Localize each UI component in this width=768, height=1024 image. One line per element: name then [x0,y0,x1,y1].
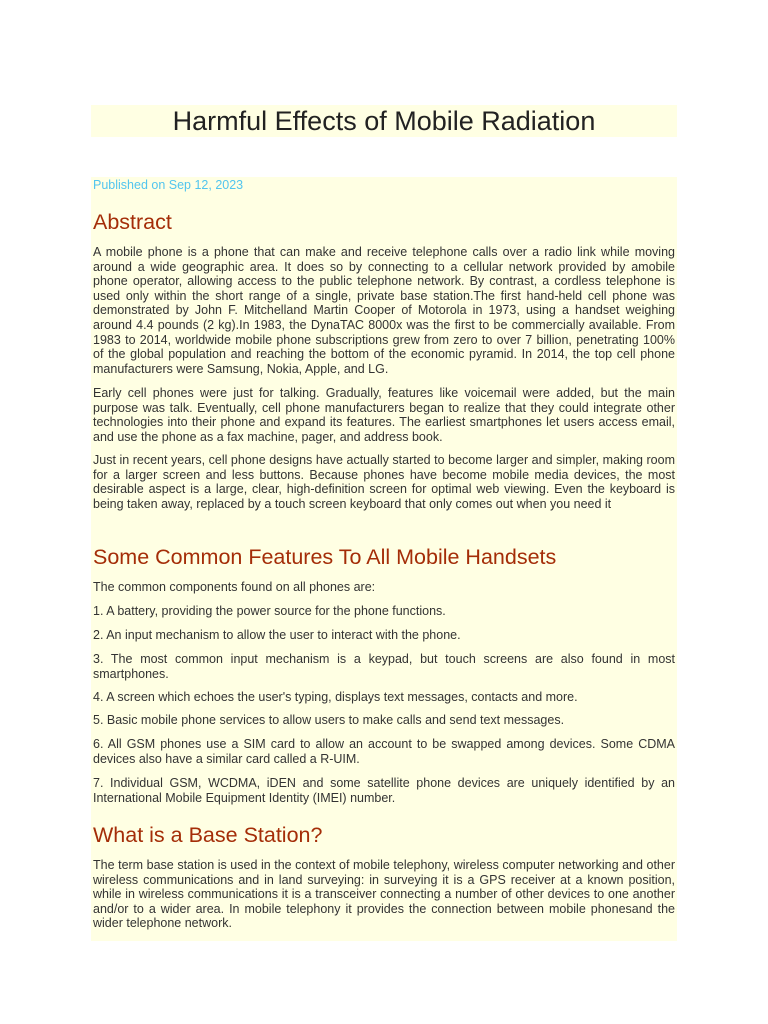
features-item-6: 6. All GSM phones use a SIM card to allow an account to be swapped among devices. Some CDMA devices also have a similar card called a R-UIM. [93,737,675,766]
section-heading-base-station: What is a Base Station? [93,823,323,847]
published-date: Published on Sep 12, 2023 [93,178,244,192]
article-body [91,177,677,941]
features-item-1: 1. A battery, providing the power source for the phone functions. [93,604,446,618]
abstract-paragraph-1: A mobile phone is a phone that can make and receive telephone calls over a radio link while moving around a wide geographic area. It does so by connecting to a cellular network provided by amobile phone operator, allowing access to the public telephone network. By contrast, a cordless telephone is used only within the short range of a single, private base station.The first hand-held cell phone was demonstrated by John F. Mitchelland Martin Cooper of Motorola in 1973, using a handset weighing around 4.4 pounds (2 kg).In 1983, the DynaTAC 8000x was the first to be commercially available. From 1983 to 2014, worldwide mobile phone subscriptions grew from zero to over 7 billion, penetrating 100% of the global population and reaching the bottom of the economic pyramid. In 2014, the top cell phone manufacturers were Samsung, Nokia, Apple, and LG. [93,245,675,376]
features-intro: The common components found on all phones are: [93,580,376,594]
section-heading-abstract: Abstract [93,210,172,234]
base-station-paragraph: The term base station is used in the context of mobile telephony, wireless computer networking and other wireless communications and in land surveying: in surveying it is a GPS receiver at a known position, while in wireless communications it is a transceiver connecting a number of other devices to one another and/or to a wider area. In mobile telephony it provides the connection between mobile phonesand the wider telephone network. [93,858,675,931]
abstract-paragraph-2: Early cell phones were just for talking. Gradually, features like voicemail were added, but the main purpose was talk. Eventually, cell phone manufacturers began to realize that they could integrate other technologies into their phone and expand its features. The earliest smartphones let users access email, and use the phone as a fax machine, pager, and address book. [93,386,675,444]
features-item-5: 5. Basic mobile phone services to allow users to make calls and send text messages. [93,713,565,727]
features-item-4: 4. A screen which echoes the user's typing, displays text messages, contacts and more. [93,690,578,704]
features-item-7: 7. Individual GSM, WCDMA, iDEN and some satellite phone devices are uniquely identified by an International Mobile Equipment Identity (IMEI) number. [93,776,675,805]
features-item-2: 2. An input mechanism to allow the user to interact with the phone. [93,628,461,642]
page-title: Harmful Effects of Mobile Radiation [172,106,596,136]
abstract-paragraph-3: Just in recent years, cell phone designs have actually started to become larger and simpler, making room for a larger screen and less buttons. Because phones have become mobile media devices, the most desirable aspect is a large, clear, high-definition screen for optimal web viewing. Even the keyboard is being taken away, replaced by a touch screen keyboard that only comes out when you need it [93,453,675,511]
title-band [91,105,677,137]
features-item-3: 3. The most common input mechanism is a keypad, but touch screens are also found in most smartphones. [93,652,675,681]
section-heading-features: Some Common Features To All Mobile Handsets [93,545,557,569]
